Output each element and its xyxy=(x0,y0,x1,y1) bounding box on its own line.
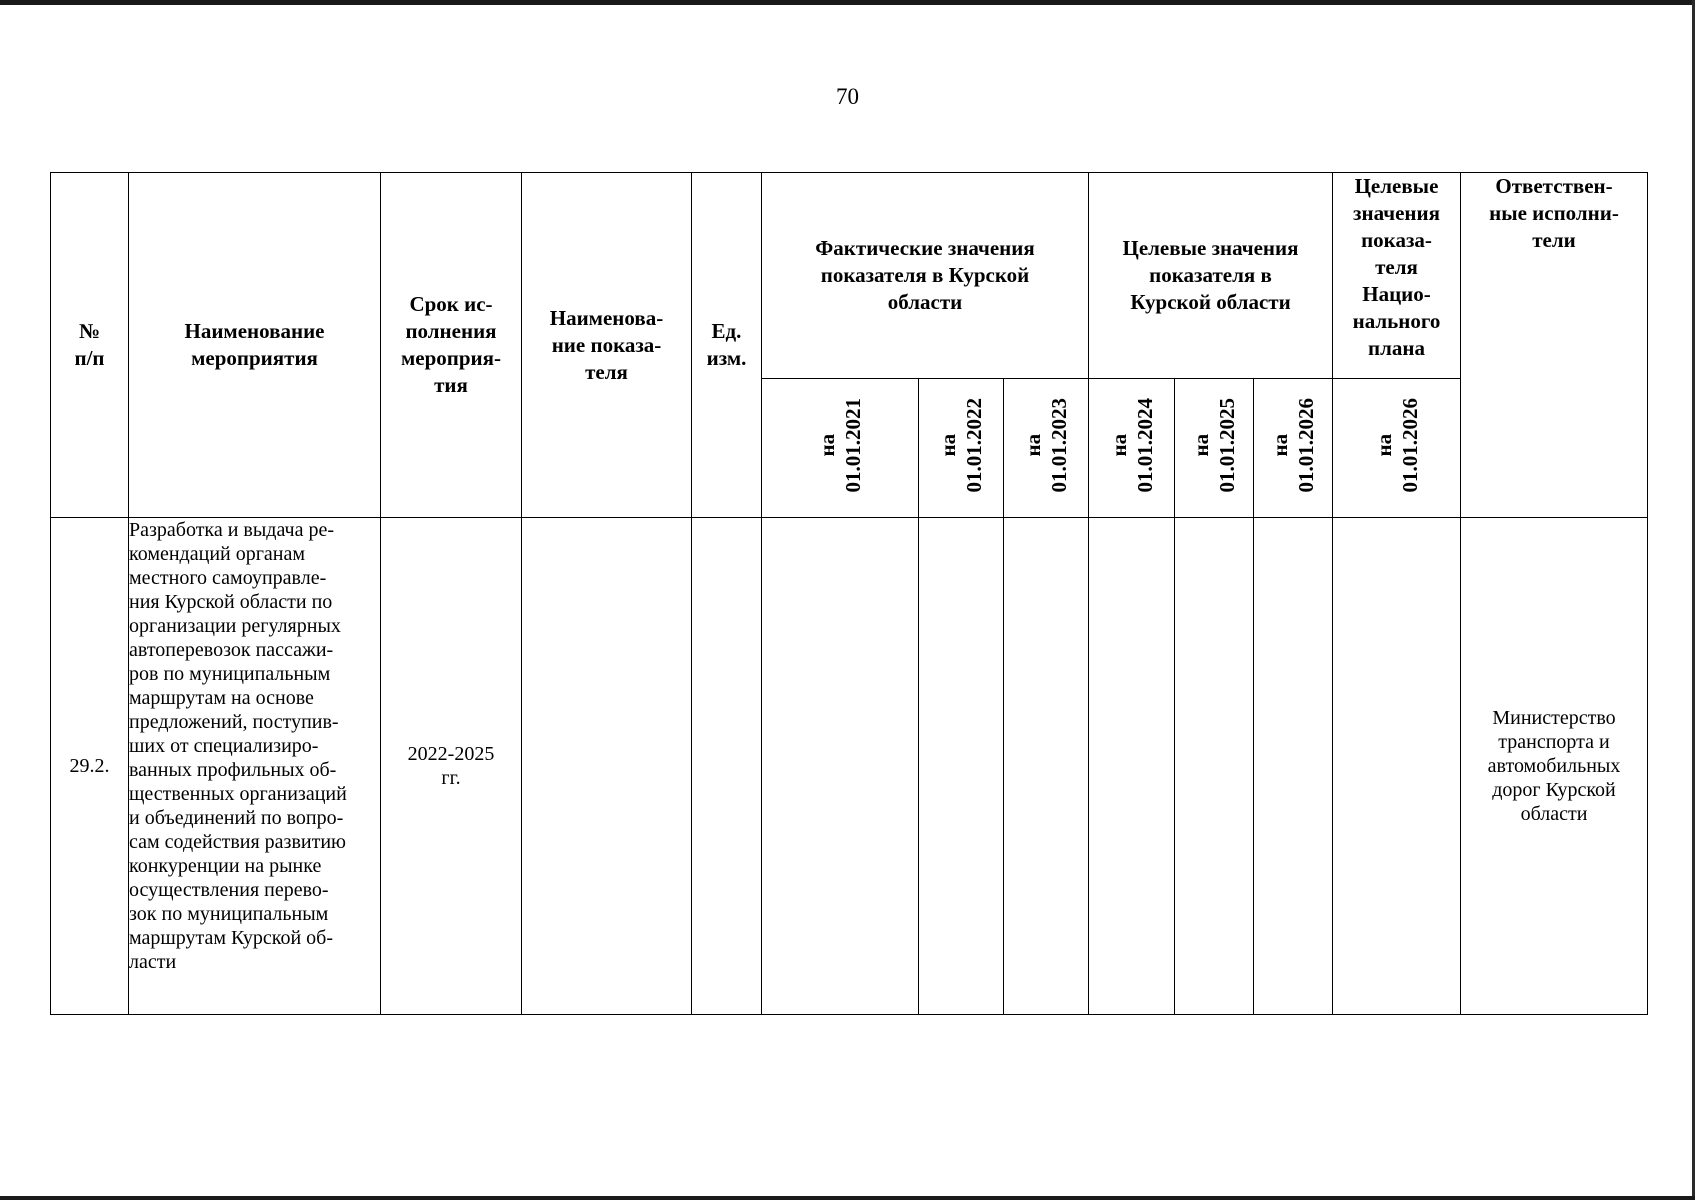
header-date-2026: на 01.01.2026 xyxy=(1254,379,1333,518)
cell-event-name: Разработка и выдача ре- комендаций органам местного самоуправле- ния Курской области по организации регулярных автоперевозок пассажи- ров по муниципальным маршрутам на основе предложений, поступив- ших от специализиро- ванных профильных об- щественных организаций и объединений по вопро- сам содействия развитию конкуренции на рынке осуществления перево- зок по муниципальным маршрутам Курской об- ласти xyxy=(129,518,381,1015)
cell-num: 29.2. xyxy=(51,518,129,1015)
cell-responsible: Министерство транспорта и автомобильных дорог Курской области xyxy=(1461,518,1648,1015)
cell-value-2022 xyxy=(919,518,1004,1015)
header-row-1 xyxy=(51,173,1648,379)
header-indicator-name: Наименова- ние показа- теля xyxy=(522,173,692,518)
scan-border-bottom xyxy=(0,1196,1695,1200)
cell-value-2026 xyxy=(1254,518,1333,1015)
cell-value-2025 xyxy=(1175,518,1254,1015)
header-date-2026-national: на 01.01.2026 xyxy=(1333,379,1461,518)
cell-value-2023 xyxy=(1004,518,1089,1015)
header-date-2022: на 01.01.2022 xyxy=(919,379,1004,518)
cell-value-2024 xyxy=(1089,518,1175,1015)
header-date-2023: на 01.01.2023 xyxy=(1004,379,1089,518)
header-responsible: Ответствен- ные исполни- тели xyxy=(1461,173,1648,518)
header-date-2021: на 01.01.2021 xyxy=(762,379,919,518)
header-event-name: Наименование мероприятия xyxy=(129,173,381,518)
header-deadline: Срок ис- полнения мероприя- тия xyxy=(381,173,522,518)
cell-deadline: 2022-2025 гг. xyxy=(381,518,522,1015)
cell-value-2021 xyxy=(762,518,919,1015)
cell-value-national-2026 xyxy=(1333,518,1461,1015)
page-number: 70 xyxy=(836,84,859,109)
header-national-target: Целевые значения показа- теля Нацио- нального плана xyxy=(1333,173,1461,379)
header-target-values: Целевые значения показателя в Курской области xyxy=(1089,173,1333,379)
table-row xyxy=(51,518,1648,1015)
header-date-2024: на 01.01.2024 xyxy=(1089,379,1175,518)
cell-unit xyxy=(692,518,762,1015)
header-num: № п/п xyxy=(51,173,129,518)
header-actual-values: Фактические значения показателя в Курской области xyxy=(762,173,1089,379)
indicators-table xyxy=(50,172,1648,1015)
scan-border-top xyxy=(0,0,1695,5)
cell-indicator-name xyxy=(522,518,692,1015)
header-unit: Ед. изм. xyxy=(692,173,762,518)
header-date-2025: на 01.01.2025 xyxy=(1175,379,1254,518)
